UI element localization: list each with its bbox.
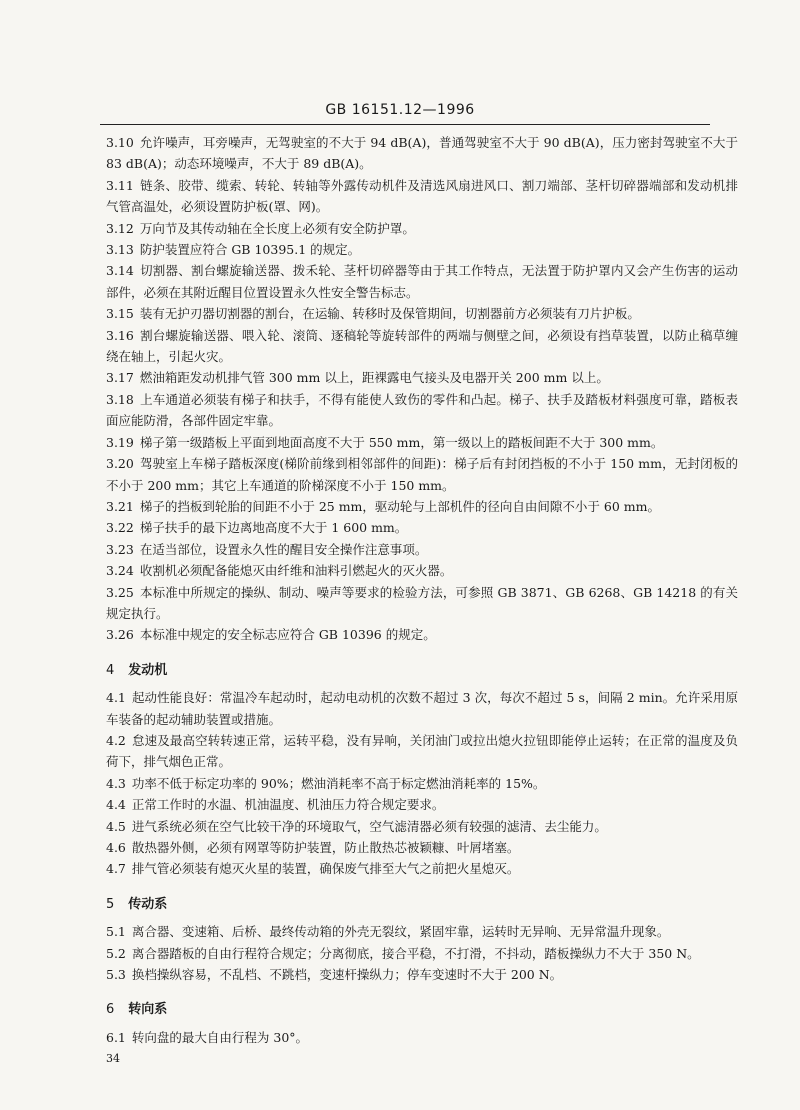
- clause-3-24: [106, 560, 738, 581]
- clause-3-17: [106, 367, 738, 388]
- section-heading: [106, 894, 738, 915]
- clause-number: 3.12: [106, 220, 134, 236]
- page-number: 34: [106, 1052, 120, 1065]
- clause-number: 3.17: [106, 370, 134, 386]
- clause-number: 3.13: [106, 242, 134, 258]
- clause-number: 4.4: [106, 797, 126, 813]
- clause-number: 3.18: [106, 391, 134, 407]
- clause-text: 散热器外侧，必须有网罩等防护装置，防止散热芯被颖糠、叶屑堵塞。: [131, 840, 520, 855]
- clause-text: 万向节及其传动轴在全长度上必须有安全防护罩。: [139, 220, 415, 236]
- clause-text: 驾驶室上车梯子踏板深度(梯阶前缘到相邻部件的间距)：梯子后有封闭挡板的不小于 150 mm，无封闭板的不小于 200 mm；其它上车通道的阶梯深度不小于 150 mm。: [106, 456, 738, 493]
- clause-number: 4.3: [106, 775, 126, 791]
- clause-text: 上车通道必须装有梯子和扶手，不得有能使人致伤的零件和凸起。梯子、扶手及踏板材料强度可靠，踏板表面应能防滑，各部件固定牢靠。: [106, 391, 738, 429]
- clause-text: 链条、胶带、缆索、转轮、转轴等外露传动机件及清选风扇进风口、割刀端部、茎杆切碎器端部和发动机排气管高温处，必须设置防护板(罩、网)。: [106, 177, 738, 215]
- clause-number: 3.26: [106, 627, 134, 643]
- clause-3-15: [106, 303, 738, 324]
- clause-text: 装有无护刃器切割器的割台，在运输、转移时及保管期间，切割器前方必须装有刀片护板。: [139, 306, 640, 322]
- clause-text: 在适当部位，设置永久性的醒目安全操作注意事项。: [139, 541, 428, 557]
- clause-number: 3.25: [106, 584, 134, 600]
- clause-3-18: [106, 389, 738, 432]
- clause-text: 排气管必须装有熄灭火星的装置，确保废气排至大气之前把火星熄灭。: [131, 861, 520, 877]
- clause-3-21: [106, 496, 738, 517]
- clause-5-3: [106, 964, 738, 985]
- clause-number: 4.6: [106, 840, 126, 855]
- clause-3-11: [106, 175, 738, 218]
- section-title: 传动系: [128, 896, 168, 912]
- clause-3-19: [106, 432, 738, 453]
- clause-number: 3.11: [106, 177, 134, 193]
- clause-text: 本标准中所规定的操纵、制动、噪声等要求的检验方法，可参照 GB 3871、GB 6268、GB 14218 的有关规定执行。: [106, 584, 738, 621]
- clause-number: 4.7: [106, 861, 126, 877]
- clause-number: 5.2: [106, 945, 126, 961]
- section-heading: [106, 660, 738, 681]
- clause-text: 进气系统必须在空气比较干净的环境取气，空气滤清器必须有较强的滤清、去尘能力。: [131, 818, 607, 834]
- clause-3-13: [106, 239, 738, 260]
- section-title: 发动机: [128, 662, 168, 678]
- clause-number: 5: [106, 896, 115, 912]
- clause-text: 正常工作时的水温、机油温度、机油压力符合规定要求。: [131, 797, 445, 813]
- clause-number: 4.5: [106, 818, 126, 834]
- clause-text: 离合器踏板的自由行程符合规定；分离彻底，接合平稳，不打滑，不抖动，踏板操纵力不大于 350 N。: [131, 945, 700, 961]
- clause-4-4: [106, 794, 738, 815]
- clause-number: 6: [106, 1002, 115, 1018]
- clause-number: 3.24: [106, 563, 134, 579]
- clause-number: 3.16: [106, 327, 134, 343]
- document-body: [106, 132, 738, 1048]
- clause-number: 3.22: [106, 520, 134, 536]
- clause-5-2: [106, 943, 738, 964]
- clause-text: 起动性能良好：常温冷车起动时，起动电动机的次数不超过 3 次，每次不超过 5 s，间隔 2 min。允许采用原车装备的起动辅助装置或措施。: [106, 690, 738, 727]
- clause-3-14: [106, 260, 738, 303]
- clause-text: 离合器、变速箱、后桥、最终传动箱的外壳无裂纹，紧固牢靠，运转时无异响、无异常温升现象。: [131, 924, 670, 940]
- section-heading: [106, 999, 738, 1020]
- clause-number: 3.19: [106, 434, 134, 450]
- clause-number: 3.15: [106, 306, 134, 322]
- clause-6-1: [106, 1027, 738, 1048]
- clause-3-22: [106, 517, 738, 538]
- clause-text: 换档操纵容易，不乱档、不跳档，变速杆操纵力；停车变速时不大于 200 N。: [131, 967, 563, 983]
- clause-text: 允许噪声，耳旁噪声，无驾驶室的不大于 94 dB(A)，普通驾驶室不大于 90 dB(A)，压力密封驾驶室不大于 83 dB(A)；动态环境噪声，不大于 89 dB(A)。: [106, 135, 738, 172]
- header-rule: [100, 124, 710, 125]
- clause-3-16: [106, 325, 738, 368]
- clause-text: 燃油箱距发动机排气管 300 mm 以上，距裸露电气接头及电器开关 200 mm 以上。: [139, 370, 609, 386]
- clause-number: 4.1: [106, 690, 126, 706]
- clause-3-20: [106, 453, 738, 496]
- clause-number: 3.10: [106, 135, 134, 150]
- clause-number: 3.20: [106, 456, 134, 472]
- clause-3-26: [106, 624, 738, 645]
- clause-number: 5.1: [106, 924, 126, 940]
- clause-4-2: [106, 730, 738, 773]
- clause-4-7: [106, 858, 738, 879]
- clause-text: 收割机必须配备能熄灭由纤维和油料引燃起火的灭火器。: [139, 563, 453, 579]
- clause-text: 怠速及最高空转转速正常，运转平稳，没有异响，关闭油门或拉出熄火拉钮即能停止运转；在正常的温度及负荷下，排气烟色正常。: [106, 732, 738, 770]
- clause-text: 防护装置应符合 GB 10395.1 的规定。: [139, 242, 361, 258]
- clause-number: 4.2: [106, 732, 126, 748]
- clause-number: 4: [106, 662, 115, 678]
- clause-4-5: [106, 816, 738, 837]
- clause-text: 转向盘的最大自由行程为 30°。: [131, 1029, 309, 1045]
- clause-text: 切割器、割台螺旋输送器、拨禾轮、茎杆切碎器等由于其工作特点，无法置于防护罩内又会产生伤害的运动部件，必须在其附近醒目位置设置永久性安全警告标志。: [106, 263, 738, 300]
- clause-number: 6.1: [106, 1029, 126, 1045]
- clause-number: 3.21: [106, 498, 134, 514]
- page-header: GB 16151.12—1996: [325, 102, 475, 118]
- clause-text: 功率不低于标定功率的 90%；燃油消耗率不高于标定燃油消耗率的 15%。: [131, 775, 546, 791]
- clause-number: 5.3: [106, 967, 126, 983]
- clause-4-3: [106, 773, 738, 794]
- clause-text: 割台螺旋输送器、喂入轮、滚筒、逐稿轮等旋转部件的两端与侧壁之间，必须设有挡草装置，以防止稿草缠绕在轴上，引起火灾。: [106, 327, 738, 365]
- clause-5-1: [106, 921, 738, 942]
- clause-4-1: [106, 687, 738, 730]
- clause-text: 梯子第一级踏板上平面到地面高度不大于 550 mm，第一级以上的踏板间距不大于 300 mm。: [139, 434, 664, 450]
- clause-3-25: [106, 582, 738, 625]
- clause-text: 梯子扶手的最下边离地高度不大于 1 600 mm。: [139, 520, 408, 536]
- clause-text: 梯子的挡板到轮胎的间距不小于 25 mm，驱动轮与上部机件的径向自由间隙不小于 60 mm。: [139, 498, 660, 514]
- clause-3-12: [106, 218, 738, 239]
- clause-4-6: [106, 837, 738, 858]
- clause-number: 3.23: [106, 541, 134, 557]
- section-title: 转向系: [128, 1002, 168, 1018]
- clause-number: 3.14: [106, 263, 134, 279]
- clause-text: 本标准中规定的安全标志应符合 GB 10396 的规定。: [139, 627, 436, 643]
- clause-3-23: [106, 539, 738, 560]
- clause-3-10: [106, 132, 738, 175]
